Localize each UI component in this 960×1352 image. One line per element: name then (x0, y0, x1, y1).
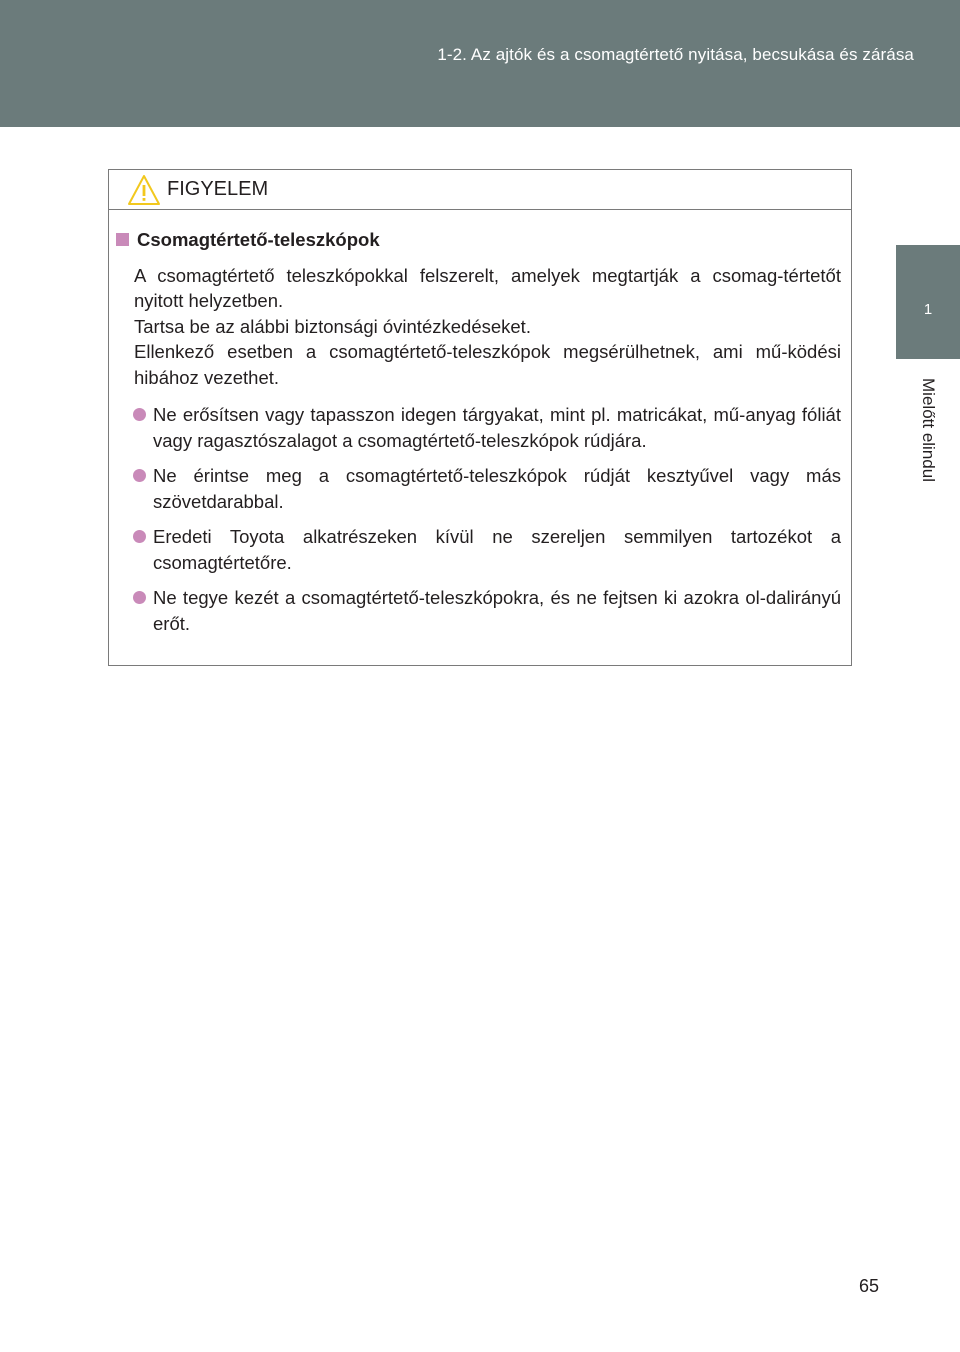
warning-body (109, 210, 851, 646)
list-item (126, 463, 841, 514)
section-title-text: Csomagtértető-teleszkópok (137, 229, 380, 250)
chapter-tab-label: Mielőtt elindul (919, 378, 938, 482)
list-item (126, 585, 841, 636)
warning-triangle-icon (127, 174, 161, 206)
chapter-tab (896, 245, 960, 359)
intro-paragraph (126, 263, 841, 391)
list-item-text: Ne erősítsen vagy tapasszon idegen tárgyakat, mint pl. matricákat, mű-anyag fóliát vagy ragasztószalagot a csomagtértető-teleszkópok rúdjára. (153, 404, 841, 451)
chapter-tab-number: 1 (923, 301, 933, 318)
section-title (126, 227, 841, 253)
list-item-text: Eredeti Toyota alkatrészeken kívül ne szereljen semmilyen tartozékot a csomagtértetőre. (153, 526, 841, 573)
round-bullet-icon (133, 591, 146, 604)
list-item-text: Ne érintse meg a csomagtértető-teleszkópok rúdját kesztyűvel vagy más szövetdarabbal. (153, 465, 841, 512)
warning-header (109, 170, 851, 210)
intro-line: A csomagtértető teleszkópokkal felszerelt, amelyek megtartják a csomag-tértetőt nyitott helyzetben. (134, 264, 841, 311)
warning-title: FIGYELEM (167, 178, 269, 200)
round-bullet-icon (133, 530, 146, 543)
intro-line: Ellenkező esetben a csomagtértető-teleszkópok megsérülhetnek, ami mű-ködési hibához vezethet. (134, 341, 841, 388)
intro-line: Tartsa be az alábbi biztonsági óvintézkedéseket. (134, 315, 531, 337)
list-item (126, 402, 841, 453)
square-bullet-icon (116, 233, 129, 246)
header-band (0, 0, 960, 127)
page-number: 65 (859, 1276, 880, 1296)
warning-box (108, 169, 852, 666)
round-bullet-icon (133, 469, 146, 482)
round-bullet-icon (133, 408, 146, 421)
list-item (126, 524, 841, 575)
chapter-heading: 1-2. Az ajtók és a csomagtértető nyitása, becsukása és zárása (437, 45, 914, 64)
list-item-text: Ne tegye kezét a csomagtértető-teleszkópokra, és ne fejtsen ki azokra ol-dalirányú erőt. (153, 587, 841, 634)
precaution-list (126, 402, 841, 636)
